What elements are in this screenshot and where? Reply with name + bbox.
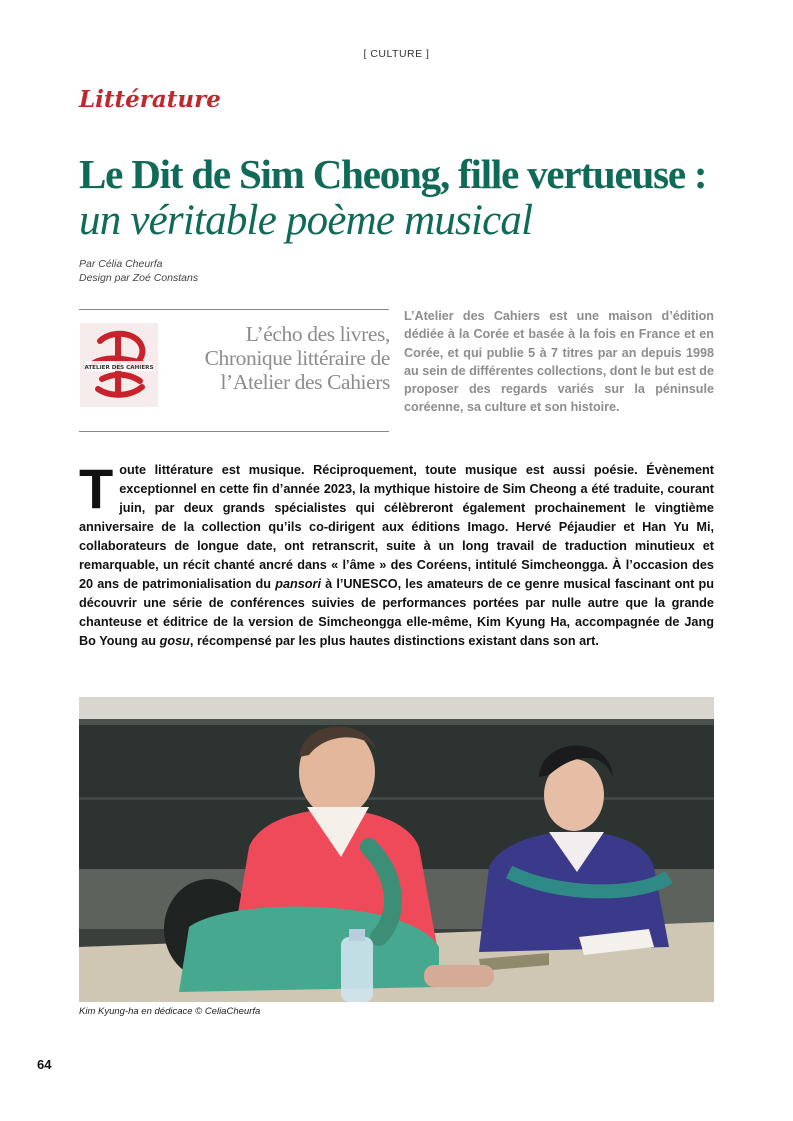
intro-paragraph: L’Atelier des Cahiers est une maison d’édition dédiée à la Corée et basée à la fois en France et en Corée, et qui publie 5 à 7 titres par an depuis 1998 au sein de différentes collections, dont le but est de proposer des regards variés sur la péninsule coréenne, sa culture et son histoire. [404,309,715,415]
chronique-line1: L’écho des livres, [245,322,390,346]
body-part3: , récompensé par les plus hautes distinctions existant dans son art. [189,634,599,648]
chronique-line3: l’Atelier des Cahiers [220,370,390,394]
chronique-heading [162,322,390,394]
drop-cap: T [79,457,114,520]
bottom-divider [79,431,389,432]
body-emphasis-gosu: gosu [159,634,190,648]
body-emphasis-pansori: pansori [275,577,322,591]
photo-illustration [79,697,714,1002]
design-credit: Design par Zoé Constans [79,272,199,284]
atelier-logo [80,323,158,407]
rubric-label: [ CULTURE ] [363,48,430,60]
body-text [79,457,714,651]
article-photo [79,697,714,1002]
photo-caption: Kim Kyung-ha en dédicace © CeliaCheurfa [79,1006,261,1017]
page-number: 64 [37,1057,52,1072]
top-divider [79,309,389,310]
logo-text: ATELIER DES CAHIERS [84,365,154,371]
section-title: Littérature [79,86,221,113]
body-part2: à l’UNESCO, les amateurs de ce genre musical fascinant ont pu découvrir une série de conférences suivies de performances portées par nulle autre que la grande chanteuse et éditrice de la version de Simcheongga elle-même, Kim Kyung Ha, accompagnée de Jang Bo Young au [79,577,714,648]
author-credit: Par Célia Cheurfa [79,258,163,270]
seal-icon [80,323,158,407]
article-title-line2: un véritable poème musical [79,197,533,244]
byline [79,257,198,285]
chronique-line2: Chronique littéraire de [204,346,390,370]
body-part1: oute littérature est musique. Réciproquement, toute musique est aussi poésie. Évènement exceptionnel en cette fin d’année 2023, la mythique histoire de Sim Cheong a été traduite, courant juin, par deux grands spécialistes qui célèbreront également prochainement le vingtième anniversaire de la collection qu’ils co-dirigent aux éditions Imago. Hervé Péjaudier et Han Yu Mi, collaborateurs de longue date, ont retranscrit, suite à un long travail de traduction minutieux et remarquable, un récit chanté ancré dans « l’âme » des Coréens, intitulé Simcheongga. À l’occasion des 20 ans de patrimonialisation du [79,463,714,591]
article-title-line1: Le Dit de Sim Cheong, fille vertueuse : [79,151,707,197]
